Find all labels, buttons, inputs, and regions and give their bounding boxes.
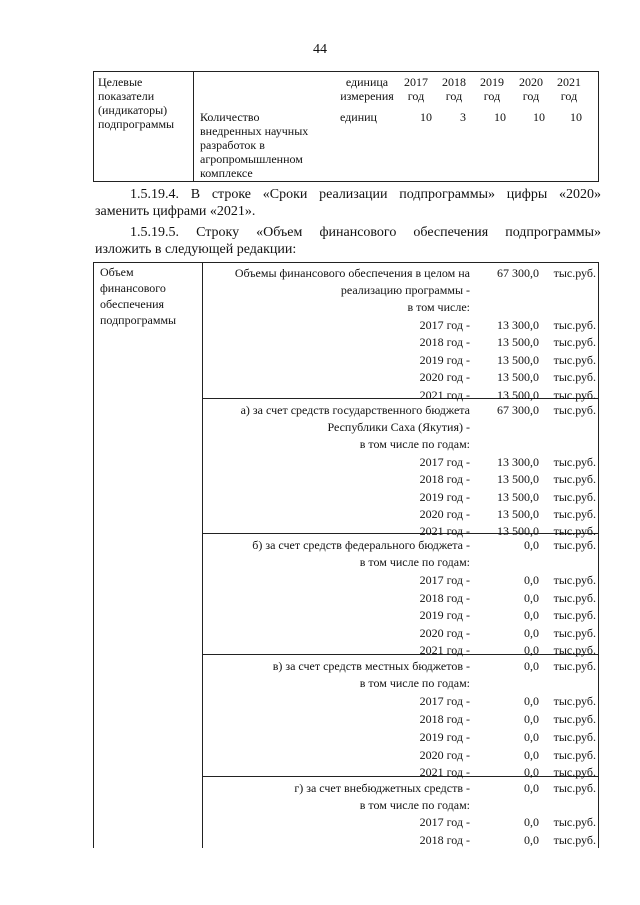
finance-row-unit: тыс.руб.: [553, 370, 596, 384]
finance-row-amount: 0,0: [524, 591, 539, 605]
label-line: подпрограммы: [98, 117, 175, 131]
year-word: год: [407, 89, 425, 103]
finance-row-description: 2019 год -: [419, 353, 470, 367]
finance-row-unit: тыс.руб.: [553, 626, 596, 640]
finance-row-amount: 0,0: [524, 781, 539, 795]
page-number: 44: [313, 42, 327, 57]
finance-row-amount: 13 500,0: [497, 490, 539, 504]
finance-row-amount: 0,0: [524, 643, 539, 657]
paragraph-line: изложить в следующей редакции:: [95, 242, 297, 257]
finance-row: [202, 729, 600, 746]
finance-row-description: реализацию программы -: [340, 283, 470, 297]
finance-row: [202, 693, 600, 710]
finance-row-description: 2017 год -: [419, 815, 470, 829]
label-line: показатели: [98, 89, 155, 103]
year-number: 2021: [557, 75, 581, 89]
finance-row: [202, 402, 600, 419]
finance-row-unit: тыс.руб.: [553, 765, 596, 779]
paragraph-2: [95, 224, 601, 258]
finance-row-description: 2021 год -: [419, 643, 470, 657]
finance-row: [202, 780, 600, 797]
finance-row-unit: тыс.руб.: [553, 712, 596, 726]
indicator-value: 3: [460, 110, 466, 124]
unit-value: единиц: [340, 110, 377, 124]
finance-row: [202, 607, 600, 624]
indicators-table: [93, 71, 599, 182]
finance-row-description: 2019 год -: [419, 608, 470, 622]
year-number: 2017: [404, 75, 428, 89]
finance-row: [202, 658, 600, 675]
finance-row-description: 2021 год -: [419, 524, 470, 538]
label-line: финансового: [100, 281, 166, 295]
finance-row: [202, 537, 600, 554]
finance-row: [202, 625, 600, 642]
finance-row-description: а) за счет средств государственного бюджета: [240, 403, 470, 417]
finance-row-unit: тыс.руб.: [553, 608, 596, 622]
finance-row-unit: тыс.руб.: [553, 591, 596, 605]
label-line: обеспечения: [100, 297, 165, 311]
indicator-name: [200, 110, 320, 180]
finance-row-description: в том числе:: [407, 300, 470, 314]
finance-row-unit: тыс.руб.: [553, 490, 596, 504]
finance-row-description: 2017 год -: [419, 318, 470, 332]
finance-row: [202, 814, 600, 831]
finance-row: [202, 419, 600, 436]
finance-row: [202, 711, 600, 728]
finance-row-amount: 13 500,0: [497, 353, 539, 367]
finance-row-description: в том числе по годам:: [359, 437, 470, 451]
finance-row-unit: тыс.руб.: [553, 573, 596, 587]
finance-row-description: Республики Саха (Якутия) -: [327, 420, 470, 434]
finance-row-description: в) за счет средств местных бюджетов -: [272, 659, 470, 673]
finance-row: [202, 764, 600, 781]
finance-row-unit: тыс.руб.: [553, 694, 596, 708]
finance-row-unit: тыс.руб.: [553, 643, 596, 657]
finance-row-description: 2017 год -: [419, 694, 470, 708]
finance-row-description: 2020 год -: [419, 626, 470, 640]
finance-row-amount: 0,0: [524, 712, 539, 726]
finance-row: [202, 832, 600, 849]
indicator-line: Количество: [200, 110, 260, 124]
finance-row: [202, 554, 600, 571]
finance-row: [202, 317, 600, 334]
finance-row-unit: тыс.руб.: [553, 833, 596, 847]
finance-row-description: 2020 год -: [419, 370, 470, 384]
finance-row-amount: 0,0: [524, 659, 539, 673]
finance-row-description: б) за счет средств федерального бюджета -: [252, 538, 470, 552]
finance-row-amount: 13 300,0: [497, 455, 539, 469]
finance-row-amount: 67 300,0: [497, 403, 539, 417]
finance-row-amount: 0,0: [524, 538, 539, 552]
unit-header-line: единица: [345, 75, 389, 89]
finance-row: [202, 352, 600, 369]
finance-row-unit: тыс.руб.: [553, 403, 596, 417]
finance-row-description: Объемы финансового обеспечения в целом на: [234, 266, 470, 280]
finance-row-unit: тыс.руб.: [553, 538, 596, 552]
finance-row: [202, 747, 600, 764]
finance-row-unit: тыс.руб.: [553, 781, 596, 795]
finance-row: [202, 454, 600, 471]
finance-row-amount: 0,0: [524, 765, 539, 779]
finance-row-unit: тыс.руб.: [553, 266, 596, 280]
unit-header-line: измерения: [340, 89, 394, 103]
finance-row: [202, 369, 600, 386]
finance-row: [202, 506, 600, 523]
finance-row-amount: 13 300,0: [497, 318, 539, 332]
finance-row: [202, 334, 600, 351]
finance-row: [202, 436, 600, 453]
finance-row-description: 2020 год -: [419, 507, 470, 521]
finance-row-description: 2021 год -: [419, 765, 470, 779]
table-divider: [193, 72, 194, 181]
indicator-value: 10: [420, 110, 432, 124]
year-header: [396, 75, 436, 103]
indicator-value: 10: [494, 110, 506, 124]
finance-row-amount: 0,0: [524, 815, 539, 829]
finance-label: [100, 264, 198, 328]
label-line: (индикаторы): [98, 103, 168, 117]
finance-row: [202, 675, 600, 692]
label-line: подпрограммы: [100, 313, 177, 327]
finance-row-description: 2018 год -: [419, 335, 470, 349]
indicator-line: внедренных научных: [200, 124, 309, 138]
finance-row: [202, 471, 600, 488]
finance-row-amount: 13 500,0: [497, 524, 539, 538]
finance-row-description: 2018 год -: [419, 591, 470, 605]
finance-row-description: в том числе по годам:: [359, 676, 470, 690]
finance-row: [202, 282, 600, 299]
year-header: [511, 75, 551, 103]
finance-table: [93, 262, 599, 848]
finance-row-description: в том числе по годам:: [359, 555, 470, 569]
year-number: 2020: [519, 75, 543, 89]
year-word: год: [483, 89, 501, 103]
finance-row-description: 2018 год -: [419, 472, 470, 486]
unit-header: [330, 75, 404, 103]
paragraph-1: [95, 186, 601, 220]
finance-row-unit: тыс.руб.: [553, 730, 596, 744]
finance-row-unit: тыс.руб.: [553, 472, 596, 486]
finance-row-amount: 67 300,0: [497, 266, 539, 280]
finance-row-description: 2019 год -: [419, 490, 470, 504]
finance-row-unit: тыс.руб.: [553, 659, 596, 673]
finance-row: [202, 572, 600, 589]
finance-row-amount: 0,0: [524, 748, 539, 762]
finance-row: [202, 299, 600, 316]
finance-row-amount: 13 500,0: [497, 472, 539, 486]
finance-row-amount: 0,0: [524, 730, 539, 744]
finance-row-amount: 13 500,0: [497, 507, 539, 521]
finance-row-unit: тыс.руб.: [553, 353, 596, 367]
year-header: [472, 75, 512, 103]
finance-row-unit: тыс.руб.: [553, 507, 596, 521]
indicator-value: 10: [533, 110, 545, 124]
finance-row-description: в том числе по годам:: [359, 798, 470, 812]
finance-row-description: 2019 год -: [419, 730, 470, 744]
finance-row-amount: 13 500,0: [497, 388, 539, 402]
finance-row-description: 2017 год -: [419, 455, 470, 469]
finance-row-unit: тыс.руб.: [553, 318, 596, 332]
year-header: [434, 75, 474, 103]
year-word: год: [445, 89, 463, 103]
finance-row-description: 2018 год -: [419, 712, 470, 726]
finance-row-description: 2017 год -: [419, 573, 470, 587]
year-number: 2019: [480, 75, 504, 89]
year-number: 2018: [442, 75, 466, 89]
indicator-value: 10: [570, 110, 582, 124]
paragraph-line: 1.5.19.4. В строке «Сроки реализации подпрограммы» цифры «2020»: [130, 187, 601, 202]
finance-row-unit: тыс.руб.: [553, 815, 596, 829]
year-word: год: [560, 89, 578, 103]
indicator-line: разработок в: [200, 138, 265, 152]
finance-row-unit: тыс.руб.: [553, 335, 596, 349]
finance-row: [202, 797, 600, 814]
finance-row-unit: тыс.руб.: [553, 524, 596, 538]
finance-row-unit: тыс.руб.: [553, 455, 596, 469]
paragraph-line: 1.5.19.5. Строку «Объем финансового обеспечения подпрограммы»: [130, 225, 601, 240]
finance-row-amount: 13 500,0: [497, 370, 539, 384]
finance-row-description: 2018 год -: [419, 833, 470, 847]
indicators-label: [98, 75, 192, 131]
indicator-line: агропромышленном: [200, 152, 303, 166]
finance-row-description: 2021 год -: [419, 388, 470, 402]
finance-row-unit: тыс.руб.: [553, 748, 596, 762]
finance-row: [202, 642, 600, 659]
label-line: Целевые: [98, 75, 143, 89]
finance-row-amount: 0,0: [524, 694, 539, 708]
finance-row-amount: 0,0: [524, 833, 539, 847]
indicator-line: комплексе: [200, 166, 253, 180]
finance-row-amount: 13 500,0: [497, 335, 539, 349]
finance-row-description: г) за счет внебюджетных средств -: [294, 781, 470, 795]
finance-row-amount: 0,0: [524, 626, 539, 640]
year-header: [549, 75, 589, 103]
finance-row-unit: тыс.руб.: [553, 388, 596, 402]
year-word: год: [522, 89, 540, 103]
finance-row-amount: 0,0: [524, 573, 539, 587]
label-line: Объем: [100, 265, 134, 279]
finance-row-description: 2020 год -: [419, 748, 470, 762]
finance-row-amount: 0,0: [524, 608, 539, 622]
finance-row: [202, 489, 600, 506]
finance-row: [202, 590, 600, 607]
finance-row: [202, 265, 600, 282]
paragraph-line: заменить цифрами «2021».: [95, 204, 256, 219]
